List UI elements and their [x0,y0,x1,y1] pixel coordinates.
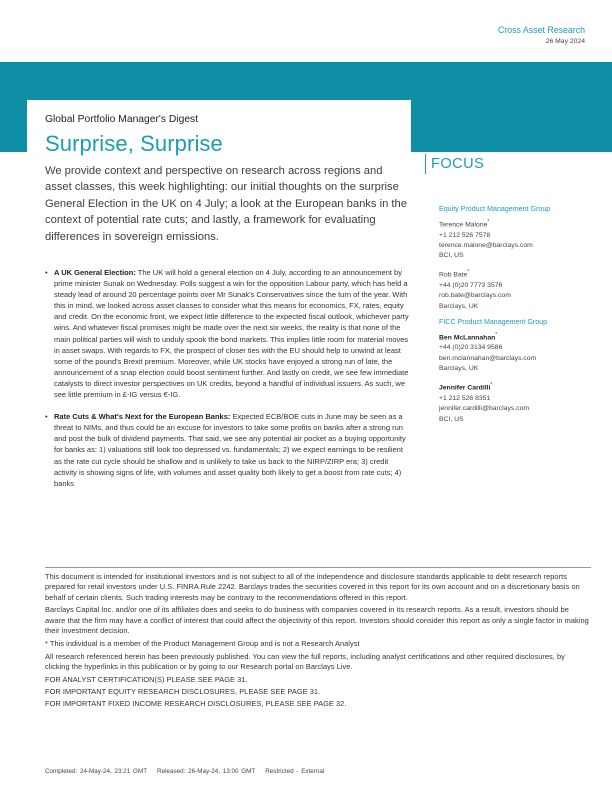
contact-email[interactable]: ben.mclannahan@barclays.com [439,354,537,362]
contact-phone: +1 212 526 8351 [439,394,491,402]
ficc-group-title: FICC Product Management Group [439,317,548,326]
contact-phone: +44 (0)20 3134 9586 [439,344,503,352]
contact-email[interactable]: terence.malone@barclays.com [439,241,533,249]
contact-mark: * [487,219,490,225]
contact-name: Terence Malone [439,221,488,229]
intro-summary: We provide context and perspective on research across regions and asset classes, this week highlighting: our initial thoughts on the surprise General Election in the UK on 4 July; a look at the European banks in the context of potential rate cuts; and lastly, a framework for evaluating differences in sovereign emissions. [45,165,407,243]
list-item [45,411,411,489]
contact-entity: Barclays, UK [439,302,479,310]
contact-card [439,330,599,374]
report-type: Cross Asset Research [497,25,585,35]
disclaimer-section [45,567,591,712]
bullet-icon: • [45,412,48,422]
footer-status [45,768,324,775]
highlights-list [45,267,411,500]
completed-timestamp: Completed: 24-May-24, 23:21 GMT [45,768,148,775]
disclaimer-paragraph: Barclays Capital Inc. and/or one of its affiliates does and seeks to do business with companies covered in its research reports. As a result, investors should be aware that the firm may have a conflict of interest that could affect the objectivity of this report. Investors should consider this report as only a single factor in making their investment decision. [45,605,589,635]
contacts-panel [439,205,599,431]
contact-card [439,267,599,311]
disclosure-line: FOR IMPORTANT EQUITY RESEARCH DISCLOSURES, PLEASE SEE PAGE 31. [45,686,321,696]
disclaimer-paragraph: This document is intended for institutional investors and is not subject to all of the independence and disclosure standards applicable to debt research reports prepared for retail investors under U.S. FINRA Rule 2242. Barclays trades the securities covered in this report for its own account and on a discretionary basis on behalf of certain clients. Such trading interests may be contrary to the recommendations offered in this report. [45,572,580,602]
bullet-heading: A UK General Election: [54,268,136,277]
disclaimer-paragraph: All research referenced herein has been previously published. You can view the full reports, including analyst certifications and other required disclosures, by clicking the hyperlinks in this publication or by going to our Research portal on Barclays Live. [45,651,565,671]
focus-label: FOCUS [425,154,484,174]
equity-group-title: Equity Product Management Group [439,205,551,213]
contact-mark: * [495,331,498,338]
contact-email[interactable]: jennifer.cardilli@barclays.com [439,405,530,413]
disclosure-line: FOR ANALYST CERTIFICATION(S) PLEASE SEE PAGE 31. [45,674,248,684]
disclosure-line: FOR IMPORTANT FIXED INCOME RESEARCH DISCLOSURES, PLEASE SEE PAGE 32. [45,699,347,709]
disclaimer-paragraph: * This individual is a member of the Product Management Group and is not a Research Analyst [45,638,360,648]
classification-label: Restricted - External [265,768,325,775]
contact-card [439,380,599,424]
list-item [45,267,411,400]
page-title: Surprise, Surprise [45,131,223,156]
bullet-heading: Rate Cuts & What's Next for the European Banks: [54,412,231,422]
contact-email[interactable]: rob.bate@barclays.com [439,292,511,300]
report-header [498,25,585,45]
contact-card [439,217,599,261]
bullet-text: Expected ECB/BOE cuts in June may be seen as a threat to NIMs, and thus could be an excuse for investors to take some profits on banks after a strong run and post the bulk of dividend payments. That said, we see any potential air pocket as a buying opportunity for banks as: 1) valuations still look too depressed vs. fundamentals; 2) we expect earnings to be resilient as the rate cut cycle should be shallow and is unlikely to take us back to the NIRP/ZIRP era; 3) credit activity is showing signs of life, with volumes and asset quality both likely to get a boost from rate cuts; 4) banks [54,412,406,488]
bullet-text: The UK will hold a general election on 4 July, according to an announcement by prime minister Sunak on Wednesday. Polls suggest a win for the opposition Labour party, which has held a steady lead of around 20 percentage points over Mr Sunak's Conservatives since the turn of the year. With this in mind, we looked across asset classes to consider what this means for economics, FX, rates, equity and credit. On the economic front, we expect little difference to the expected fiscal outlook, whichever party wins. And whatever fiscal promises might be made over the next six weeks, the reality is that none of the main political parties will wish to unduly spook the bond markets. This implies little room for material moves in asset swaps. With regards to FX, the prospect of closer ties with the EU should help to unwind at least some of the pound's Brexit premium. Moreover, while UK stocks have enjoyed a strong run of late, the announcement of a snap election could boost sentiment further. And lastly on credit, we see few immediate catalysts to direct investor perspectives on UK credits, beyond a handful of individual issuers. As such, we see little premium in £-IG versus €-IG. [54,268,409,400]
contact-mark: * [467,269,470,276]
released-timestamp: Released: 26-May-24, 13:00 GMT [157,768,256,775]
contact-entity: BCI, US [439,415,464,423]
contact-name: Rob Bate [439,271,468,279]
contact-entity: Barclays, UK [439,365,479,373]
bullet-icon: • [45,268,48,277]
report-date: 26 May 2024 [545,38,585,45]
contact-mark: * [490,382,493,389]
contact-name: Ben McLannahan [439,334,496,342]
contact-phone: +44 (0)20 7773 3576 [439,282,503,290]
contact-entity: BCI, US [439,252,464,260]
contact-name: Jennifer Cardilli [439,384,491,392]
title-block [27,100,411,262]
series-name: Global Portfolio Manager's Digest [45,114,199,125]
contact-phone: +1 212 526 7578 [439,231,491,239]
